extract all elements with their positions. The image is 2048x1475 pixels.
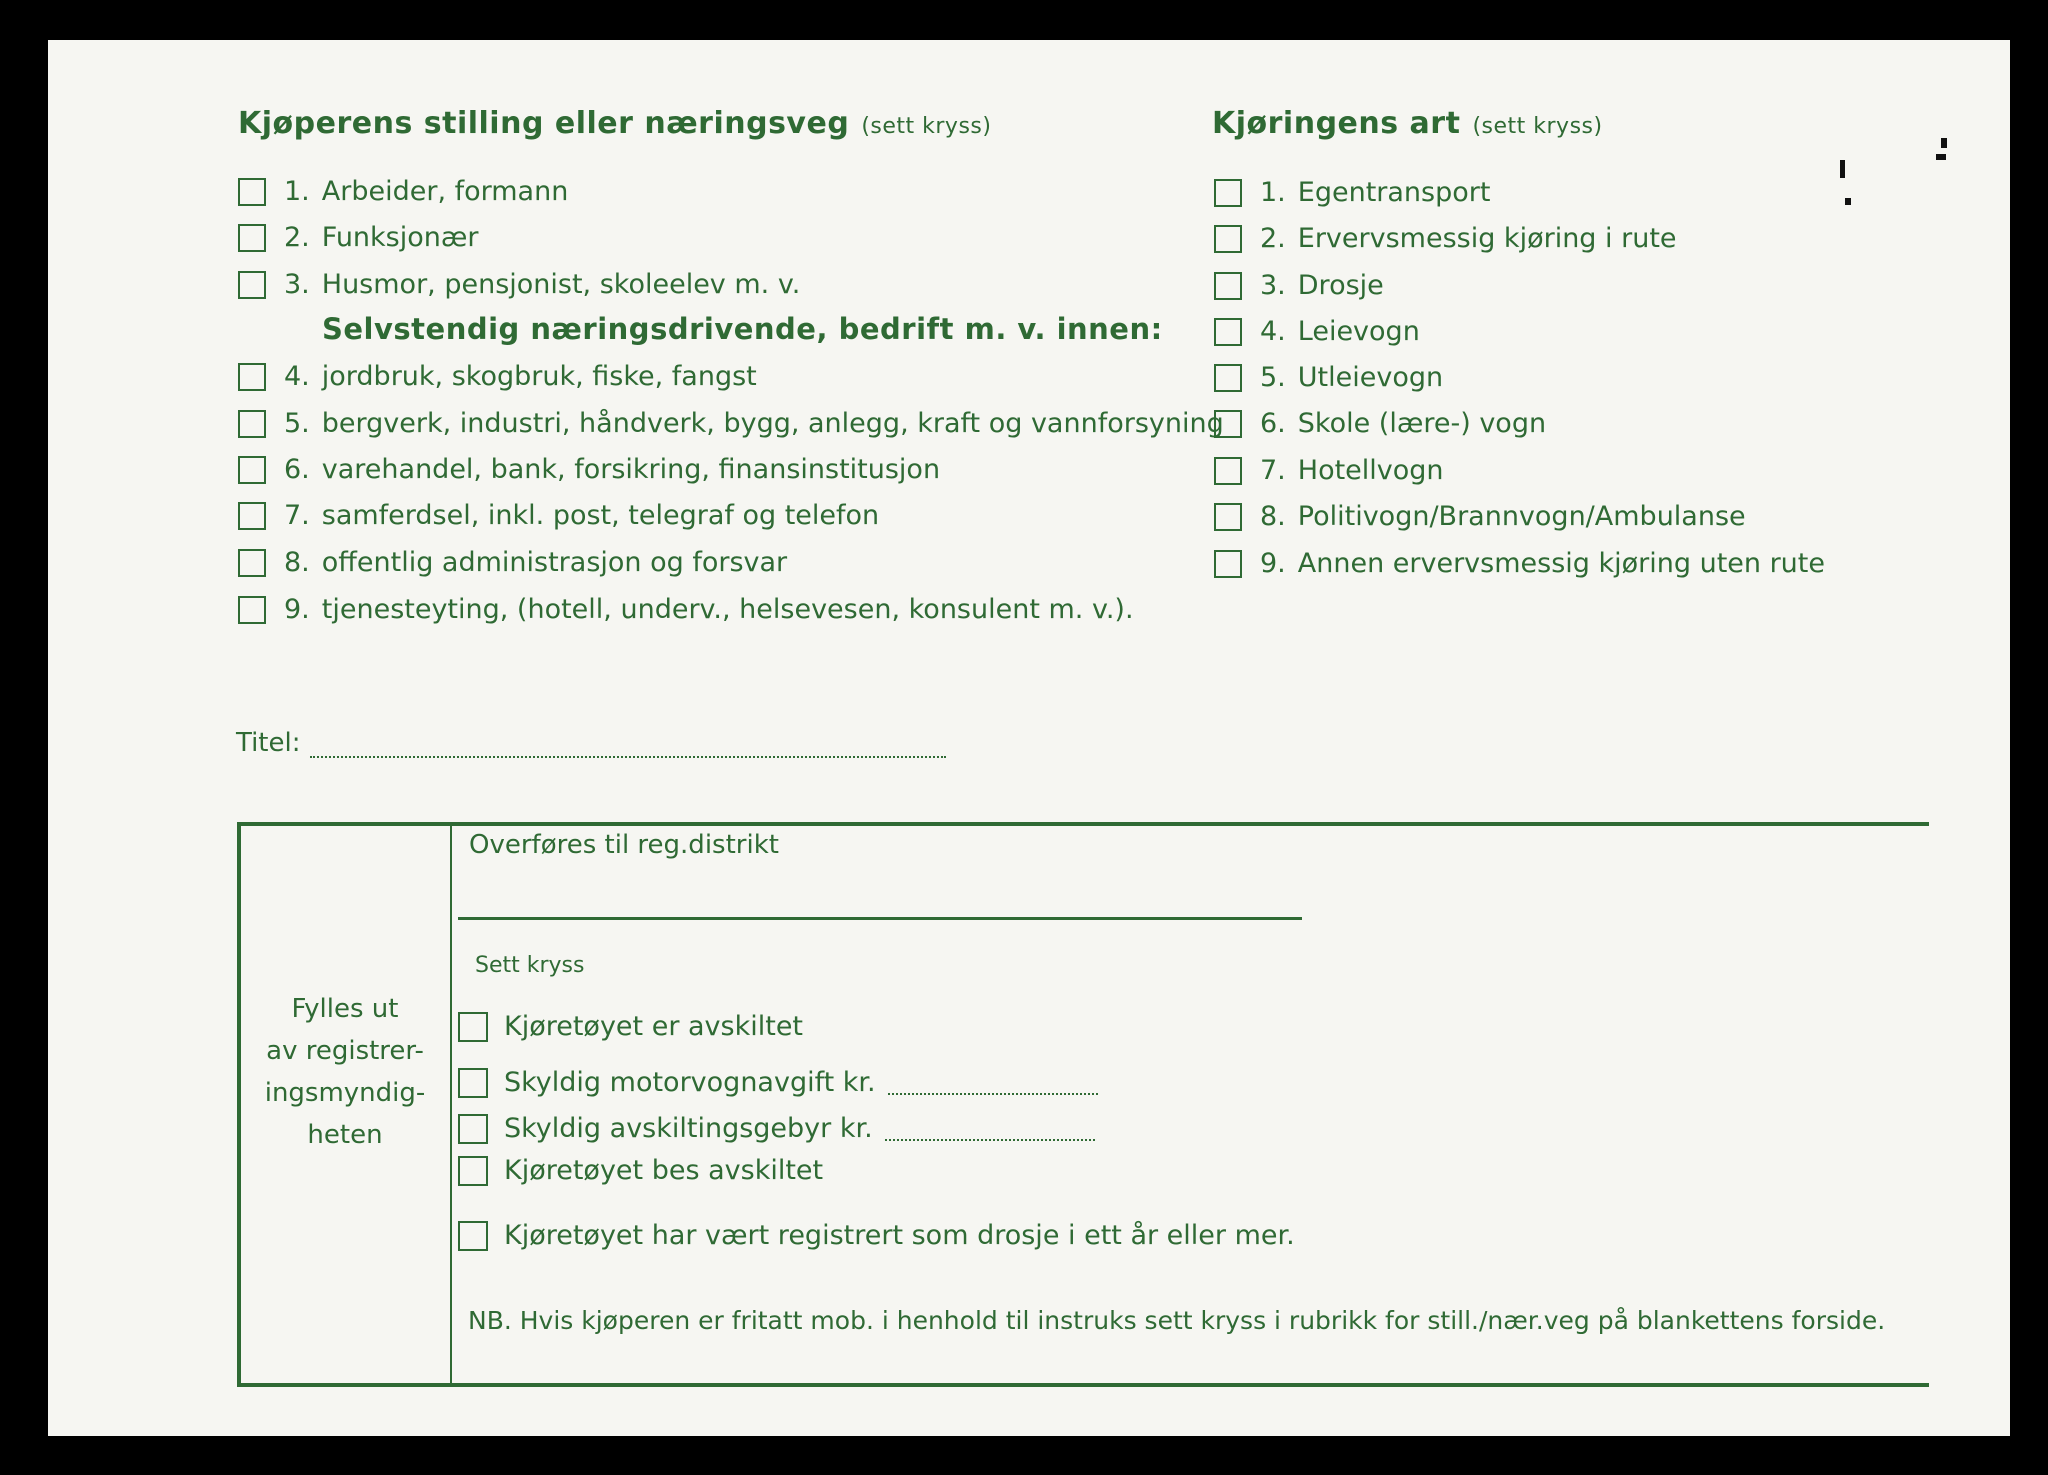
left-item-3[interactable] bbox=[238, 269, 800, 300]
checkbox[interactable] bbox=[238, 178, 266, 206]
right-heading-note: (sett kryss) bbox=[1472, 114, 1603, 139]
item-label: Politivogn/Brannvogn/Ambulanse bbox=[1297, 501, 1746, 532]
check-label: Skyldig motorvognavgift kr. bbox=[504, 1067, 876, 1098]
item-num: 3. bbox=[1260, 270, 1286, 301]
item-label: Arbeider, formann bbox=[321, 176, 569, 207]
checkbox[interactable] bbox=[458, 1012, 488, 1042]
check-label: Kjøretøyet bes avskiltet bbox=[504, 1155, 824, 1186]
item-num: 1. bbox=[284, 176, 310, 207]
speck bbox=[1845, 198, 1851, 205]
checkbox[interactable] bbox=[1214, 225, 1242, 253]
titel-field[interactable] bbox=[236, 728, 946, 758]
left-subheading: Selvstendig næringsdrivende, bedrift m. v. innen: bbox=[322, 312, 1163, 346]
right-item-4[interactable] bbox=[1214, 316, 1420, 347]
item-num: 1. bbox=[1260, 177, 1286, 208]
checkbox[interactable] bbox=[1214, 179, 1242, 207]
right-item-8[interactable] bbox=[1214, 501, 1746, 532]
checkbox[interactable] bbox=[238, 596, 266, 624]
item-label: varehandel, bank, forsikring, finansinstitusjon bbox=[321, 454, 941, 485]
item-label: Utleievogn bbox=[1297, 362, 1444, 393]
item-label: Egentransport bbox=[1297, 177, 1491, 208]
right-item-6[interactable] bbox=[1214, 408, 1546, 439]
item-num: 7. bbox=[1260, 455, 1286, 486]
item-label: offentlig administrasjon og forsvar bbox=[321, 547, 788, 578]
right-item-1[interactable] bbox=[1214, 177, 1490, 208]
checkbox[interactable] bbox=[458, 1221, 488, 1251]
motorvognavgift-amount-field[interactable] bbox=[888, 1071, 1098, 1095]
right-item-3[interactable] bbox=[1214, 270, 1384, 301]
item-label: tjenesteyting, (hotell, underv., helsevesen, konsulent m. v.). bbox=[321, 594, 1134, 625]
item-num: 7. bbox=[284, 500, 310, 531]
box-check-4[interactable] bbox=[458, 1155, 823, 1186]
checkbox[interactable] bbox=[238, 502, 266, 530]
item-num: 3. bbox=[284, 269, 310, 300]
item-num: 2. bbox=[1260, 223, 1286, 254]
left-item-5[interactable] bbox=[238, 408, 1224, 439]
check-label: Skyldig avskiltingsgebyr kr. bbox=[504, 1113, 873, 1144]
checkbox[interactable] bbox=[238, 456, 266, 484]
item-num: 4. bbox=[1260, 316, 1286, 347]
checkbox[interactable] bbox=[1214, 318, 1242, 346]
checkbox[interactable] bbox=[458, 1156, 488, 1186]
box-side-label bbox=[250, 988, 440, 1156]
checkbox[interactable] bbox=[238, 549, 266, 577]
left-item-8[interactable] bbox=[238, 547, 787, 578]
item-label: Hotellvogn bbox=[1297, 455, 1444, 486]
speck bbox=[1840, 160, 1845, 178]
right-heading bbox=[1212, 106, 1603, 141]
item-num: 5. bbox=[1260, 362, 1286, 393]
item-num: 9. bbox=[1260, 548, 1286, 579]
left-item-4[interactable] bbox=[238, 361, 757, 392]
checkbox[interactable] bbox=[1214, 272, 1242, 300]
right-item-7[interactable] bbox=[1214, 455, 1444, 486]
item-num: 5. bbox=[284, 408, 310, 439]
check-label: Kjøretøyet er avskiltet bbox=[504, 1011, 804, 1042]
box-left-border bbox=[237, 822, 241, 1387]
overfores-label: Overføres til reg.distrikt bbox=[469, 830, 779, 860]
speck bbox=[1941, 138, 1947, 148]
box-check-1[interactable] bbox=[458, 1011, 803, 1042]
item-num: 9. bbox=[284, 594, 310, 625]
nb-note: NB. Hvis kjøperen er fritatt mob. i henhold til instruks sett kryss i rubrikk for still./nær.veg på blankettens forside. bbox=[468, 1306, 1886, 1335]
check-label: Kjøretøyet har vært registrert som drosje i ett år eller mer. bbox=[504, 1220, 1295, 1251]
avskiltingsgebyr-amount-field[interactable] bbox=[885, 1117, 1095, 1141]
speck bbox=[1936, 154, 1946, 160]
left-item-1[interactable] bbox=[238, 176, 568, 207]
item-num: 6. bbox=[284, 454, 310, 485]
item-label: Ervervsmessig kjøring i rute bbox=[1297, 223, 1677, 254]
checkbox[interactable] bbox=[238, 271, 266, 299]
item-label: samferdsel, inkl. post, telegraf og telefon bbox=[321, 500, 880, 531]
left-item-2[interactable] bbox=[238, 222, 479, 253]
right-item-5[interactable] bbox=[1214, 362, 1443, 393]
item-num: 4. bbox=[284, 361, 310, 392]
checkbox[interactable] bbox=[458, 1068, 488, 1098]
sett-kryss-label: Sett kryss bbox=[475, 953, 585, 978]
side-label-line: heten bbox=[307, 1120, 383, 1150]
box-check-3[interactable] bbox=[458, 1113, 1095, 1144]
left-heading bbox=[238, 106, 991, 141]
checkbox[interactable] bbox=[1214, 503, 1242, 531]
side-label-line: ingsmyndig- bbox=[264, 1078, 426, 1108]
item-label: Annen ervervsmessig kjøring uten rute bbox=[1297, 548, 1825, 579]
checkbox[interactable] bbox=[238, 224, 266, 252]
item-label: Leievogn bbox=[1297, 316, 1420, 347]
checkbox[interactable] bbox=[1214, 410, 1242, 438]
left-heading-note: (sett kryss) bbox=[861, 114, 992, 139]
checkbox[interactable] bbox=[238, 410, 266, 438]
left-item-9[interactable] bbox=[238, 594, 1134, 625]
item-label: Skole (lære-) vogn bbox=[1297, 408, 1547, 439]
checkbox[interactable] bbox=[238, 363, 266, 391]
checkbox[interactable] bbox=[1214, 364, 1242, 392]
left-item-7[interactable] bbox=[238, 500, 879, 531]
item-label: Husmor, pensjonist, skoleelev m. v. bbox=[321, 269, 801, 300]
box-divider bbox=[450, 826, 452, 1383]
left-heading-text: Kjøperens stilling eller næringsveg bbox=[238, 106, 850, 141]
right-item-2[interactable] bbox=[1214, 223, 1677, 254]
item-num: 8. bbox=[1260, 501, 1286, 532]
side-label-line: av registrer- bbox=[266, 1036, 424, 1066]
side-label-line: Fylles ut bbox=[291, 994, 399, 1024]
item-num: 2. bbox=[284, 222, 310, 253]
left-item-6[interactable] bbox=[238, 454, 940, 485]
box-bottom-border bbox=[237, 1383, 1929, 1387]
item-num: 6. bbox=[1260, 408, 1286, 439]
box-top-border bbox=[237, 822, 1929, 826]
item-label: bergverk, industri, håndverk, bygg, anlegg, kraft og vannforsyning bbox=[321, 408, 1224, 439]
item-label: jordbruk, skogbruk, fiske, fangst bbox=[321, 361, 757, 392]
titel-label: Titel: bbox=[236, 728, 301, 758]
checkbox[interactable] bbox=[1214, 457, 1242, 485]
overfores-line[interactable] bbox=[458, 917, 1302, 920]
box-check-5[interactable] bbox=[458, 1220, 1295, 1251]
right-heading-text: Kjøringens art bbox=[1212, 106, 1461, 141]
box-check-2[interactable] bbox=[458, 1067, 1098, 1098]
item-label: Funksjonær bbox=[321, 222, 479, 253]
checkbox[interactable] bbox=[458, 1114, 488, 1144]
titel-dotted-line[interactable] bbox=[310, 756, 946, 758]
item-num: 8. bbox=[284, 547, 310, 578]
item-label: Drosje bbox=[1297, 270, 1384, 301]
right-item-9[interactable] bbox=[1214, 548, 1825, 579]
checkbox[interactable] bbox=[1214, 550, 1242, 578]
